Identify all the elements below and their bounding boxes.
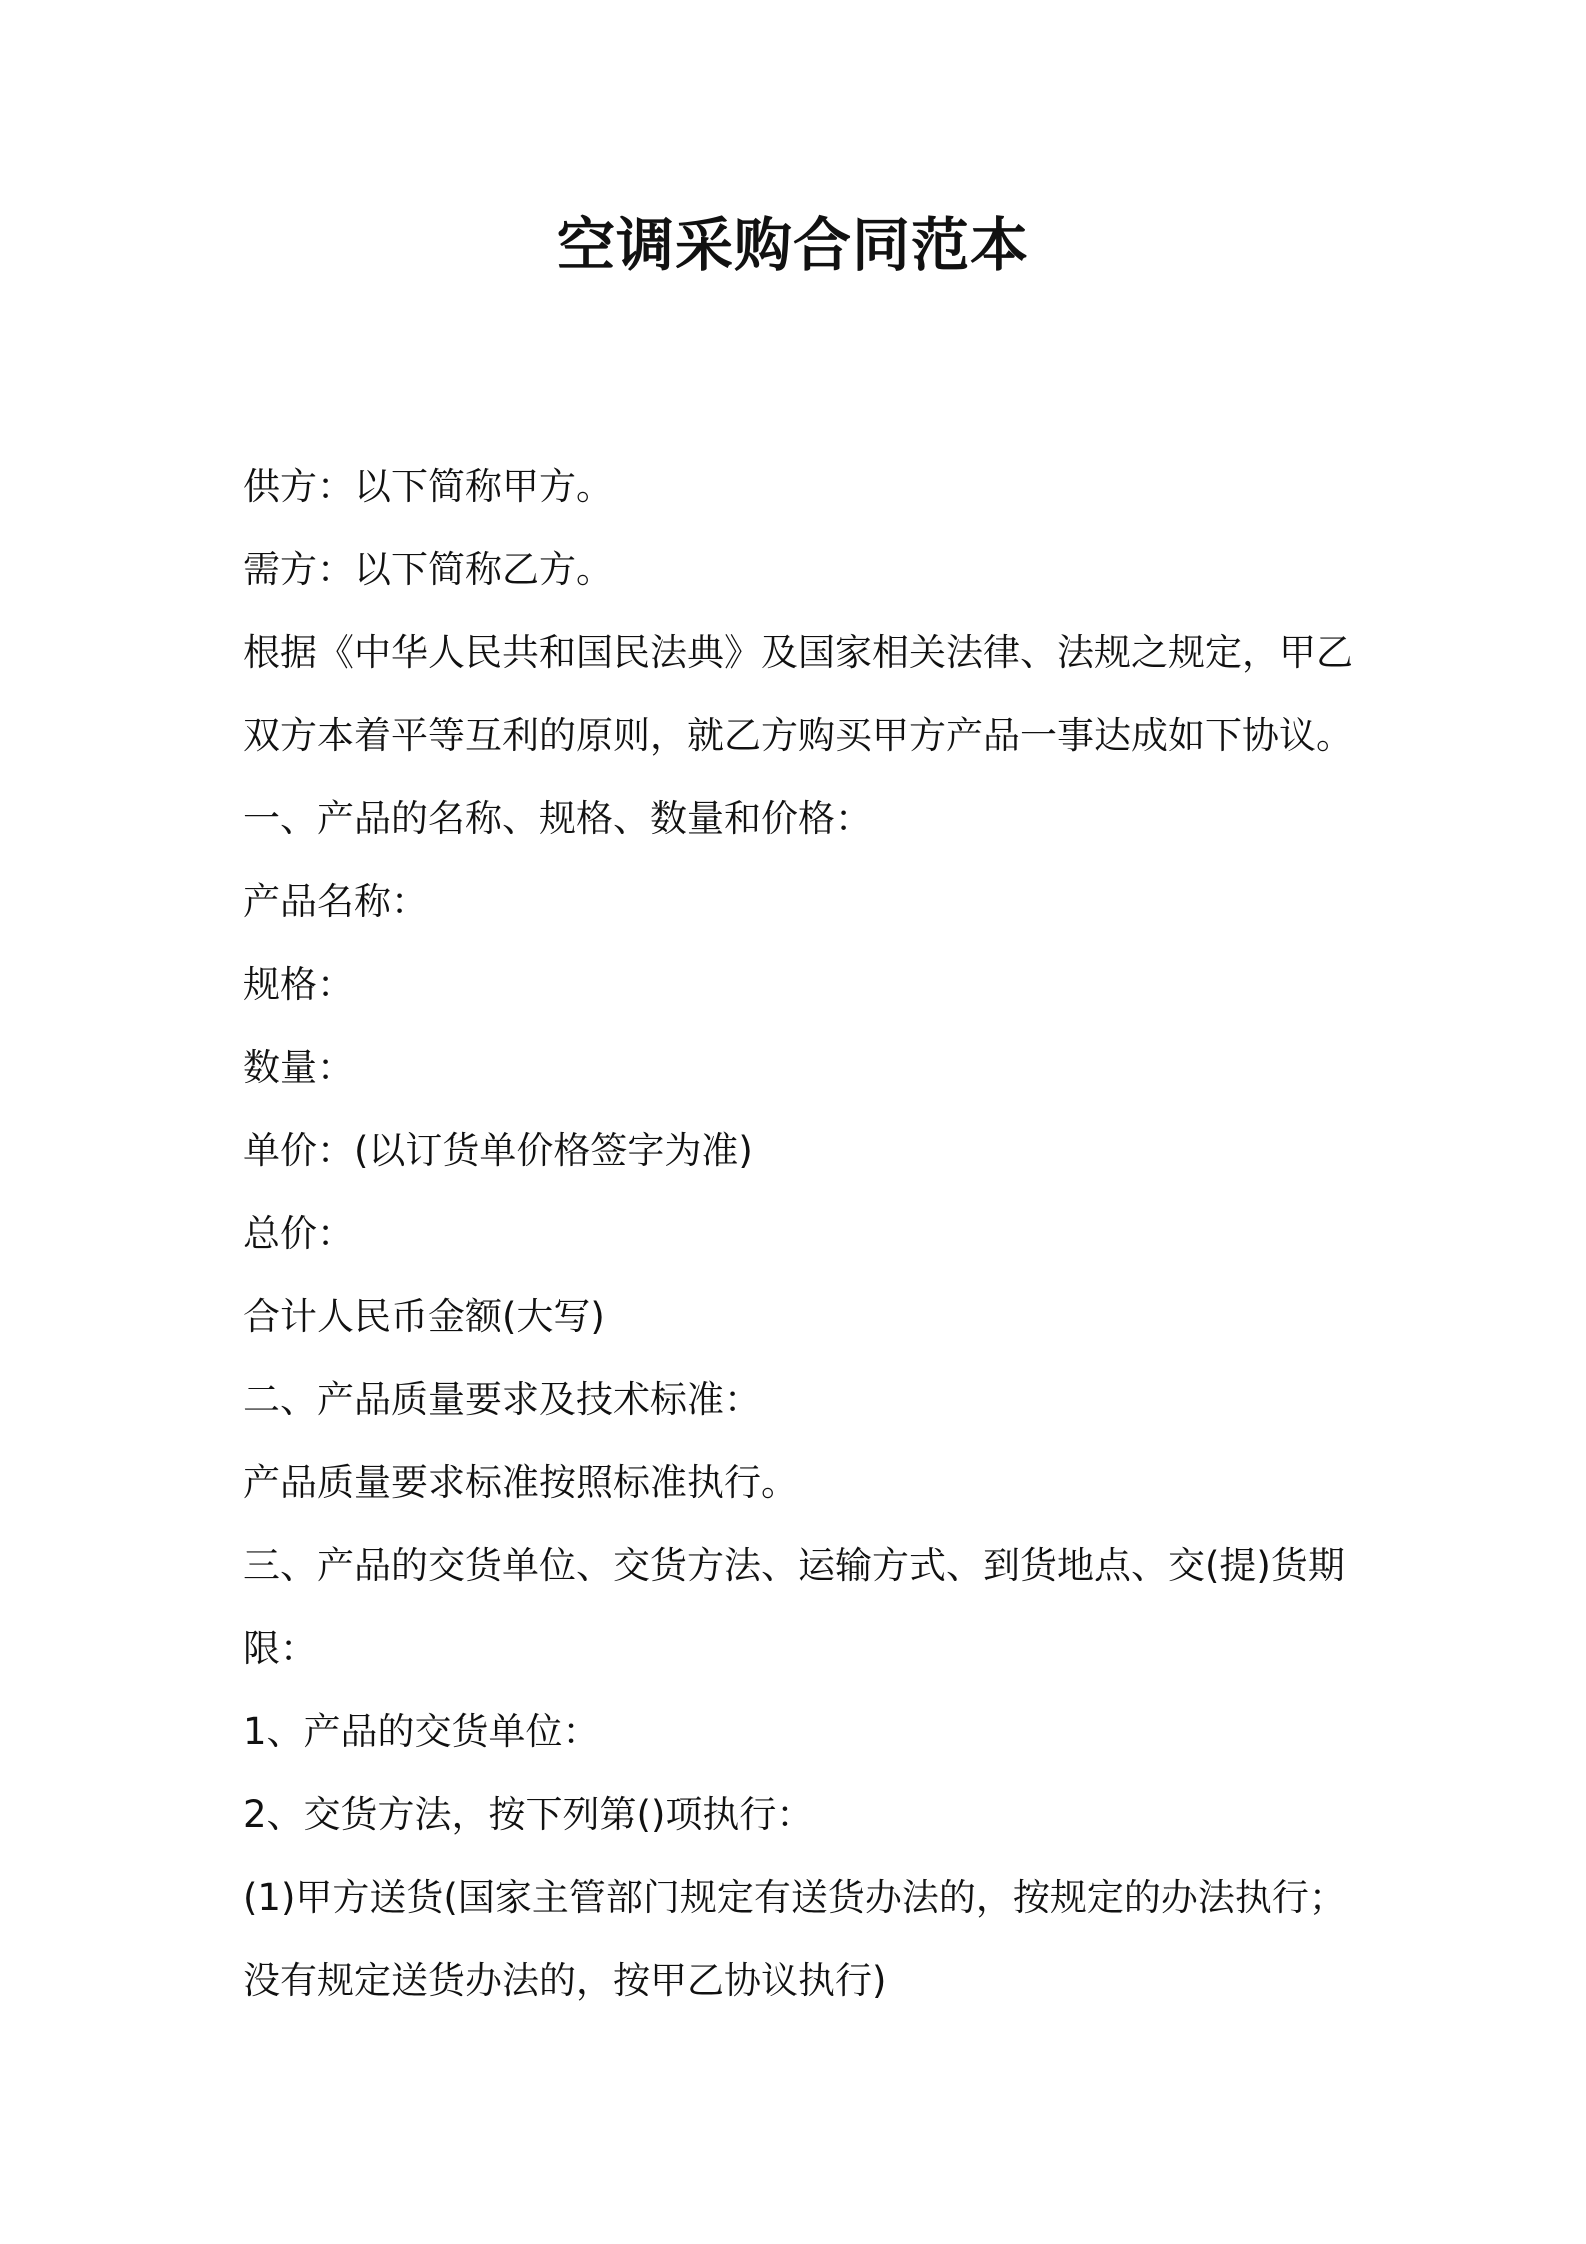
delivery-option-1-line-1: (1)甲方送货(国家主管部门规定有送货办法的，按规定的办法执行； xyxy=(243,1876,1346,1919)
supplier-line: 供方：以下简称甲方。 xyxy=(243,465,613,508)
buyer-line: 需方：以下简称乙方。 xyxy=(243,548,613,591)
amount-in-words-field: 合计人民币金额(大写) xyxy=(243,1295,605,1338)
quality-standard-line: 产品质量要求标准按照标准执行。 xyxy=(243,1461,798,1504)
section-2-heading: 二、产品质量要求及技术标准： xyxy=(243,1378,761,1421)
preamble-line-1: 根据《中华人民共和国民法典》及国家相关法律、法规之规定，甲乙 xyxy=(243,631,1353,674)
delivery-unit-item: 1、产品的交货单位： xyxy=(243,1710,600,1753)
delivery-option-1-line-2: 没有规定送货办法的，按甲乙协议执行) xyxy=(243,1959,887,2002)
section-3-heading-line-2: 限： xyxy=(243,1627,317,1670)
unit-price-field: 单价：(以订货单价格签字为准) xyxy=(243,1129,753,1172)
preamble-line-2: 双方本着平等互利的原则，就乙方购买甲方产品一事达成如下协议。 xyxy=(243,714,1353,757)
document-title: 空调采购合同范本 xyxy=(556,211,1029,279)
document-body xyxy=(243,445,1363,2022)
delivery-method-item: 2、交货方法，按下列第()项执行： xyxy=(243,1793,814,1836)
section-1-heading: 一、产品的名称、规格、数量和价格： xyxy=(243,797,872,840)
product-name-field: 产品名称： xyxy=(243,880,428,923)
specification-field: 规格： xyxy=(243,963,354,1006)
section-3-heading-line-1: 三、产品的交货单位、交货方法、运输方式、到货地点、交(提)货期 xyxy=(243,1544,1345,1587)
quantity-field: 数量： xyxy=(243,1046,354,1089)
total-price-field: 总价： xyxy=(243,1212,354,1255)
